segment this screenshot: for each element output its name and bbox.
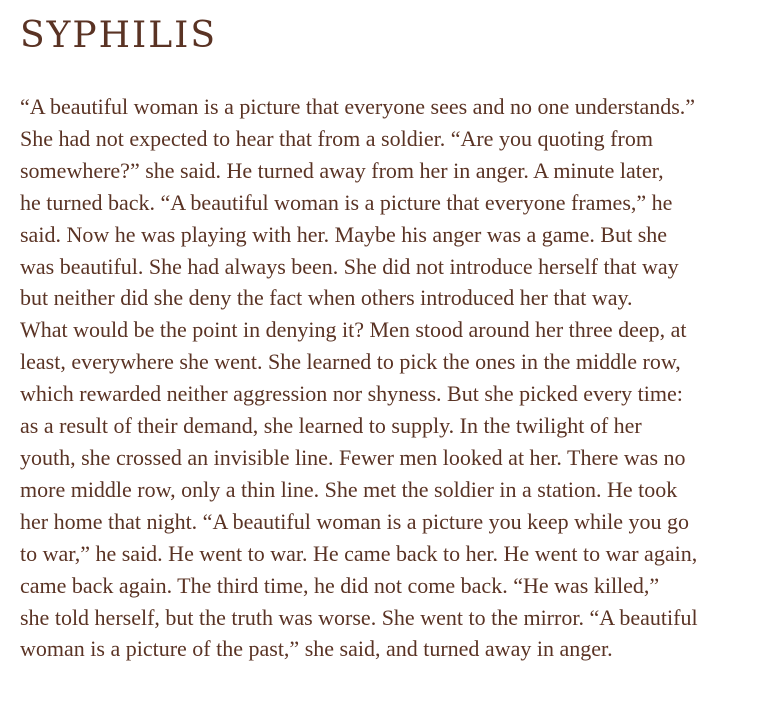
text-line: as a result of their demand, she learned to supply. In the twilight of her	[20, 413, 642, 439]
text-line: she told herself, but the truth was worse. She went to the mirror. “A beautiful	[20, 604, 698, 630]
text-line: to war,” he said. He went to war. He came back to her. He went to war again,	[20, 540, 698, 566]
text-line: more middle row, only a thin line. She met the soldier in a station. He took	[20, 476, 678, 502]
text-line: youth, she crossed an invisible line. Fewer men looked at her. There was no	[20, 444, 686, 470]
text-line: her home that night. “A beautiful woman is a picture you keep while you go	[20, 508, 690, 534]
text-line: What would be the point in denying it? Men stood around her three deep, at	[20, 317, 687, 343]
text-line: but neither did she deny the fact when others introduced her that way.	[20, 285, 633, 311]
text-line: She had not expected to hear that from a soldier. “Are you quoting from	[20, 125, 653, 151]
text-line: somewhere?” she said. He turned away from her in anger. A minute later,	[20, 157, 664, 183]
text-line: was beautiful. She had always been. She did not introduce herself that way	[20, 253, 679, 279]
text-line: which rewarded neither aggression nor shyness. But she picked every time:	[20, 381, 683, 407]
text-line: woman is a picture of the past,” she said, and turned away in anger.	[20, 636, 613, 662]
text-line: least, everywhere she went. She learned to pick the ones in the middle row,	[20, 349, 681, 375]
text-line: he turned back. “A beautiful woman is a picture that everyone frames,” he	[20, 189, 673, 215]
text-line: came back again. The third time, he did not come back. “He was killed,”	[20, 572, 660, 598]
text-line: “A beautiful woman is a picture that everyone sees and no one understands.”	[20, 94, 696, 119]
body-paragraph	[20, 91, 770, 665]
text-line: said. Now he was playing with her. Maybe his anger was a game. But she	[20, 221, 668, 247]
document-title: SYPHILIS	[20, 15, 218, 56]
